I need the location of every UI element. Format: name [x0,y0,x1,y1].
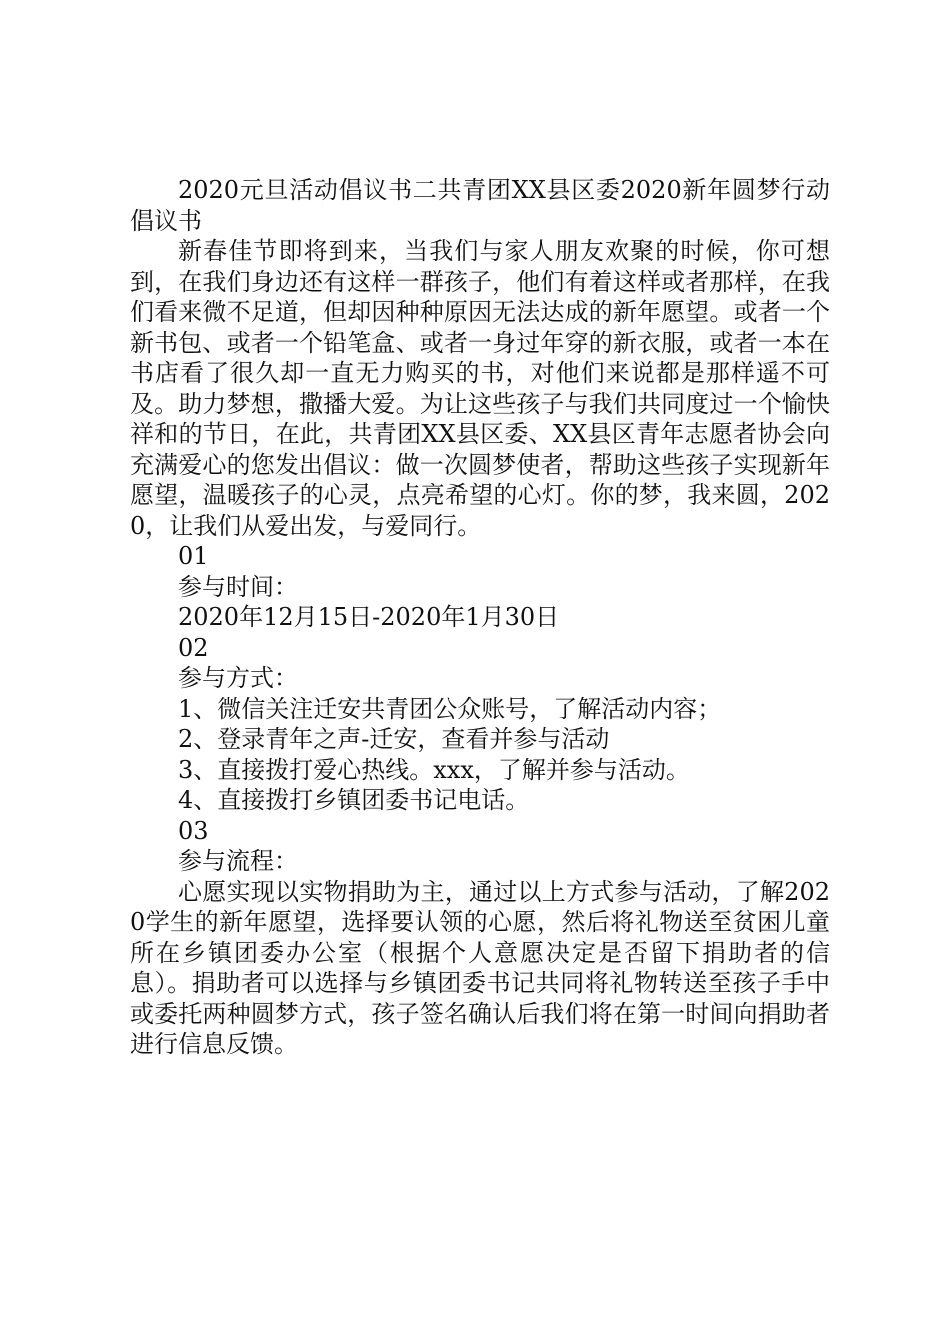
method-item: 4、直接拨打乡镇团委书记电话。 [178,786,530,814]
section-number-01: 01 [178,542,209,570]
document-title: 2020元旦活动倡议书二共青团XX县区委2020新年圆梦行动倡议书 [130,176,830,235]
participation-dates: 2020年12月15日-2020年1月30日 [178,603,560,631]
section-heading-process: 参与流程： [178,847,298,875]
process-paragraph: 心愿实现以实物捐助为主，通过以上方式参与活动，了解2020学生的新年愿望，选择要认领的心愿，然后将礼物送至贫困儿童所在乡镇团委办公室（根据个人意愿决定是否留下捐助者的信息）。捐助者可以选择与乡镇团委书记共同将礼物转送至孩子手中或委托两种圆梦方式，孩子签名确认后我们将在第一时间向捐助者进行信息反馈。 [130,877,830,1058]
method-item: 3、直接拨打爱心热线。xxx，了解并参与活动。 [178,755,690,784]
method-item: 1、微信关注迁安共青团公众账号，了解活动内容； [178,694,722,723]
section-heading-method: 参与方式： [178,664,298,692]
section-number-03: 03 [178,816,209,845]
method-item: 2、登录青年之声-迁安，查看并参与活动 [178,725,610,753]
intro-paragraph: 新春佳节即将到来，当我们与家人朋友欢聚的时候，你可想到，在我们身边还有这样一群孩子，他们有着这样或者那样，在我们看来微不足道，但却因种种原因无法达成的新年愿望。或者一个新书包、或者一个铅笔盒、或者一身过年穿的新衣服，或者一本在书店看了很久却一直无力购买的书，对他们来说都是那样遥不可及。助力梦想，撒播大爱。为让这些孩子与我们共同度过一个愉快祥和的节日，在此，共青团XX县区委、XX县区青年志愿者协会向充满爱心的您发出倡议：做一次圆梦使者，帮助这些孩子实现新年愿望，温暖孩子的心灵，点亮希望的心灯。你的梦，我来圆，2020，让我们从爱出发，与爱同行。 [130,237,830,540]
section-number-02: 02 [178,633,209,662]
document-body [130,175,830,1060]
section-heading-time: 参与时间： [178,572,298,601]
